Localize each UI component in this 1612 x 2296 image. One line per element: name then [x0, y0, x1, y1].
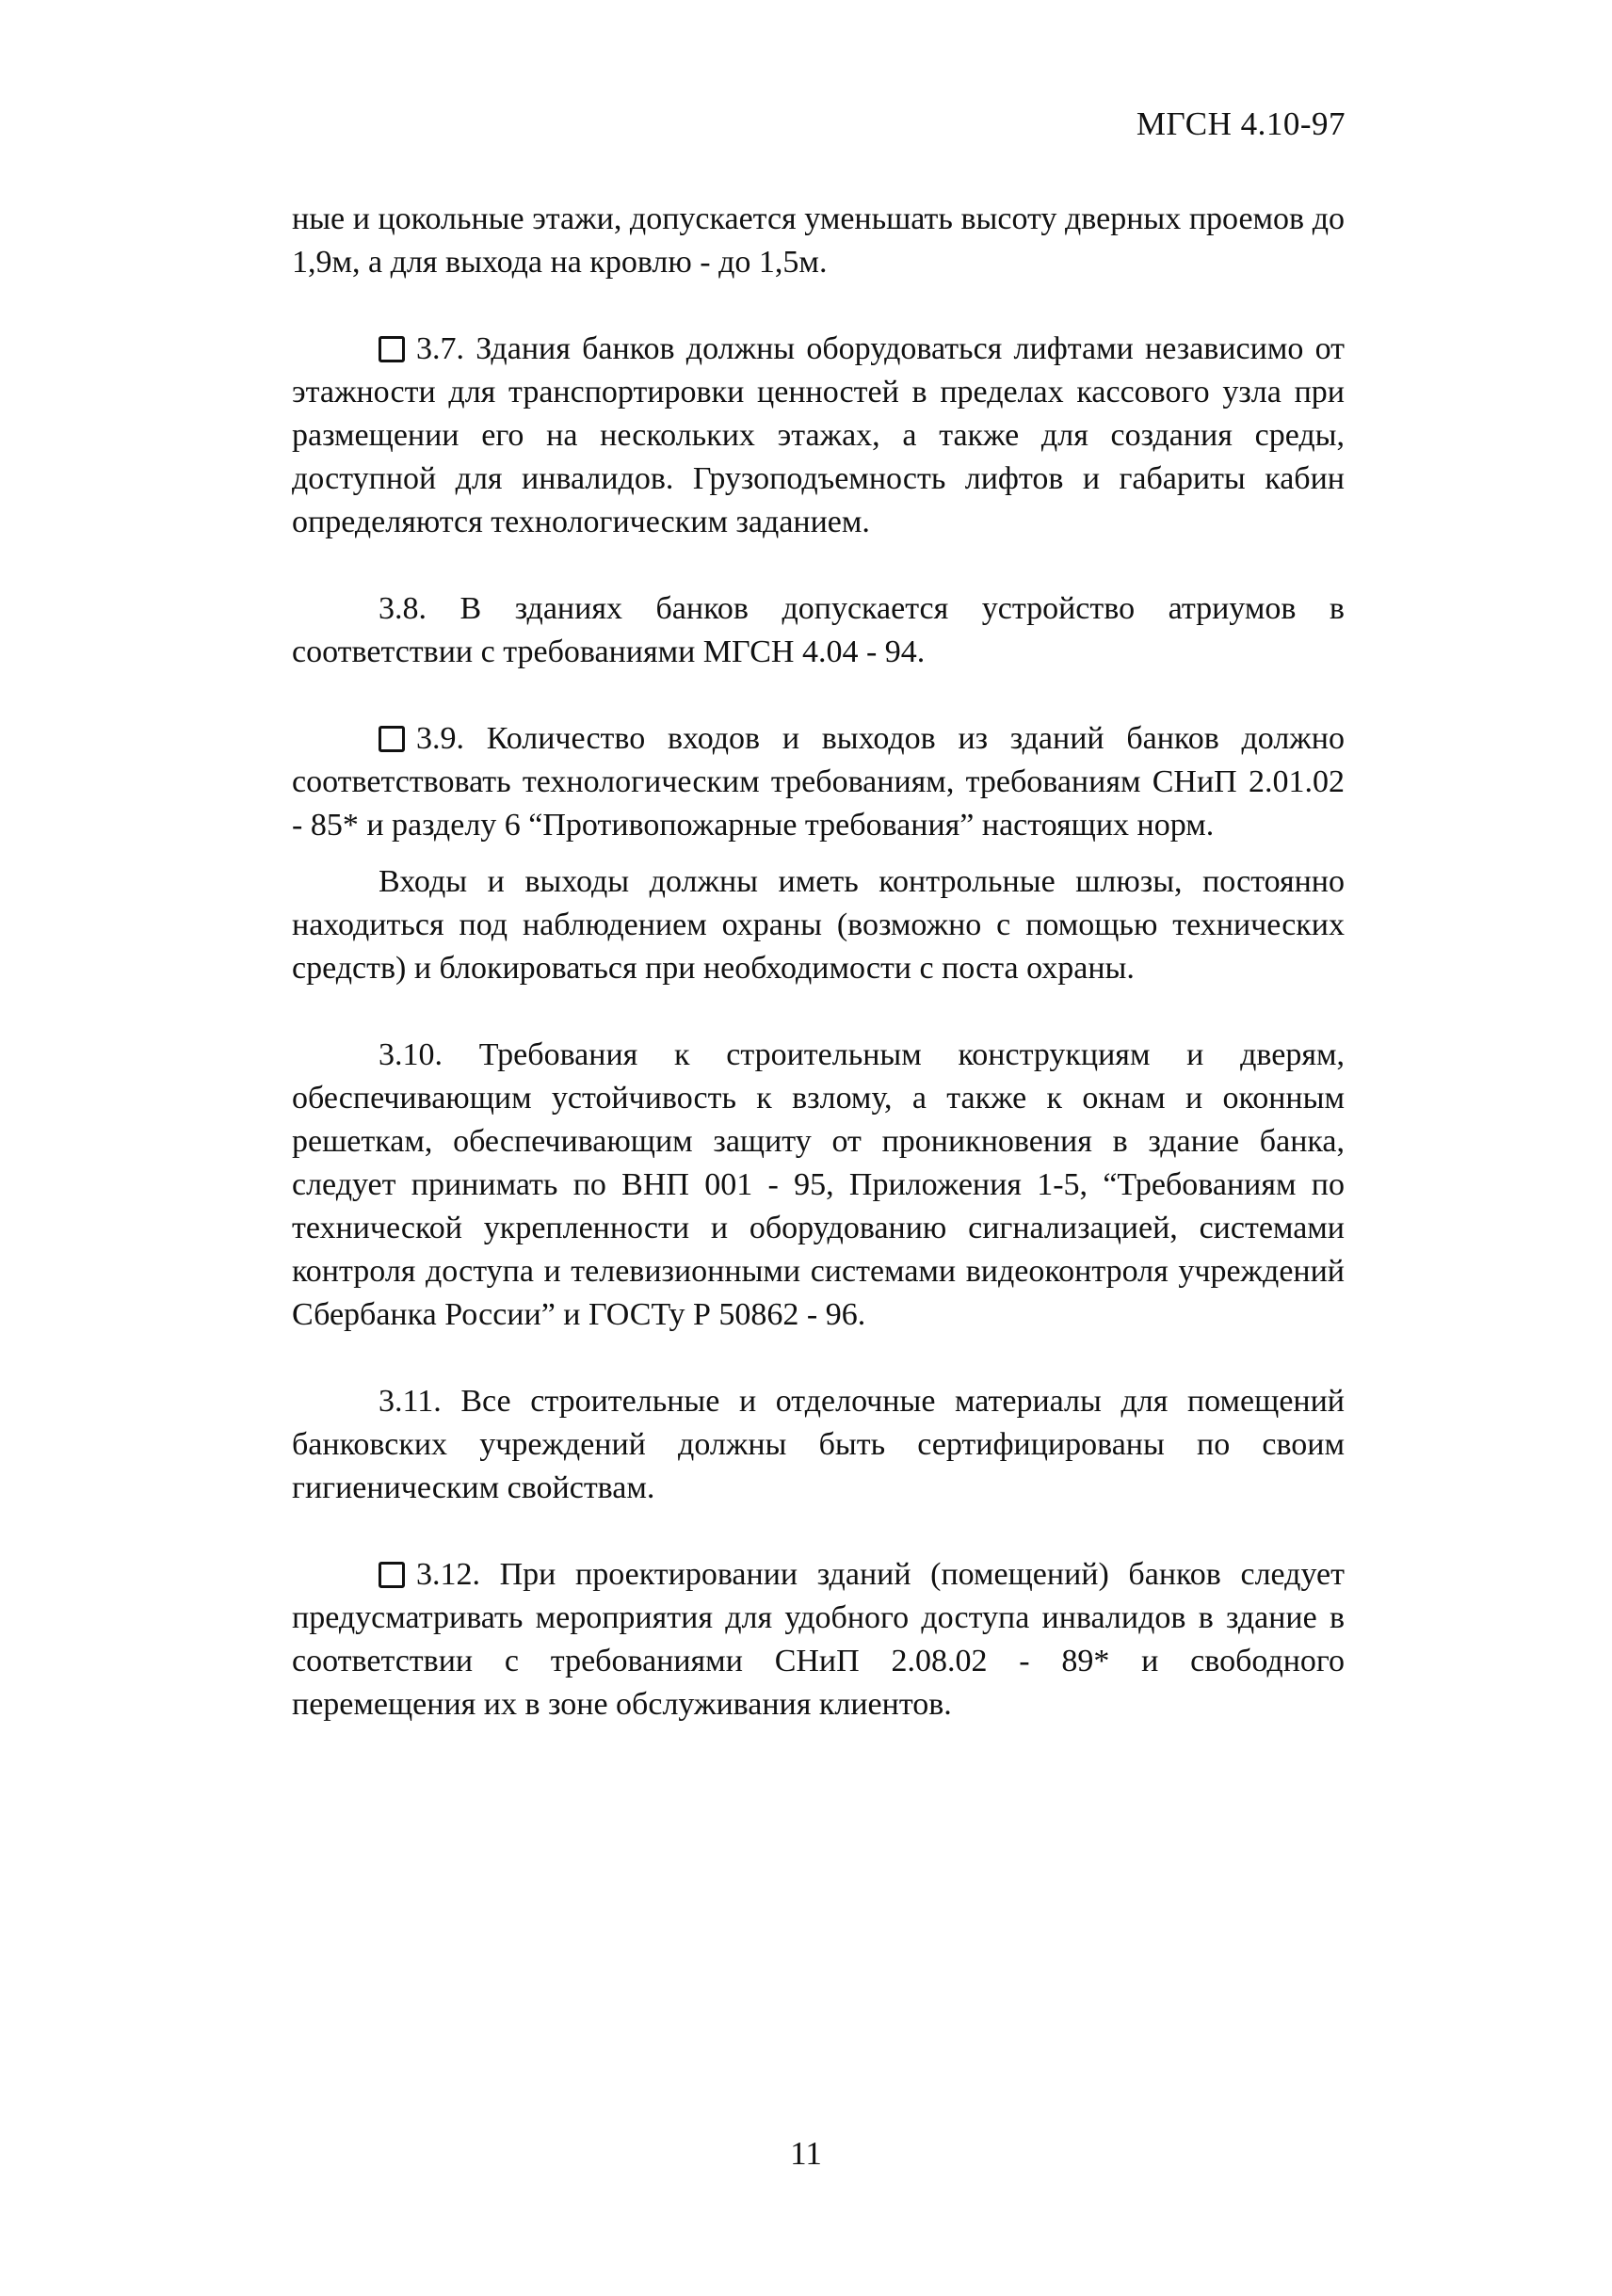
- paragraph-text: Входы и выходы должны иметь контрольные шлюзы, постоянно находиться под наблюдением охраны (возможно с помощью технических средств) и блокироваться при необходимости с поста охраны.: [292, 864, 1345, 986]
- paragraph-text: 3.12. При проектировании зданий (помещений) банков следует предусматривать мероприятия для удобного доступа инвалидов в здание в соответствии с требованиями СНиП 2.08.02 - 89* и свободного перемещения их в зоне обслуживания клиентов.: [292, 1557, 1345, 1722]
- paragraph-text: ные и цокольные этажи, допускается уменьшать высоту дверных проемов до 1,9м, а для выхода на кровлю - до 1,5м.: [292, 201, 1345, 280]
- paragraph-3-11: [292, 1380, 1345, 1510]
- paragraph-3-10: [292, 1034, 1345, 1337]
- document-body: [292, 198, 1345, 1726]
- checkbox-icon: [379, 1562, 405, 1588]
- paragraph-entrances: [292, 860, 1345, 990]
- paragraph-3-9: [292, 717, 1345, 847]
- paragraph-3-8: [292, 587, 1345, 674]
- checkbox-icon: [379, 726, 405, 752]
- checkbox-icon: [379, 336, 405, 362]
- paragraph-text: 3.7. Здания банков должны оборудоваться лифтами независимо от этажности для транспортировки ценностей в пределах кассового узла при размещении его на нескольких этажах, а также для создания среды, доступной для инвалидов. Грузоподъемность лифтов и габариты кабин определяются технологическим заданием.: [292, 331, 1345, 539]
- paragraph-3-7: [292, 328, 1345, 544]
- paragraph-text: 3.8. В зданиях банков допускается устройство атриумов в соответствии с требованиями МГСН 4.04 - 94.: [292, 591, 1345, 669]
- document-code: МГСН 4.10-97: [1136, 105, 1346, 142]
- paragraph-text: 3.11. Все строительные и отделочные материалы для помещений банковских учреждений должны быть сертифицированы по своим гигиеническим свойствам.: [292, 1384, 1345, 1505]
- paragraph-text: 3.9. Количество входов и выходов из зданий банков должно соответствовать технологическим требованиям, требованиям СНиП 2.01.02 - 85* и разделу 6 “Противопожарные требования” настоящих норм.: [292, 721, 1345, 843]
- paragraph-continuation: [292, 198, 1345, 284]
- paragraph-text: 3.10. Требования к строительным конструкциям и дверям, обеспечивающим устойчивость к взлому, а также к окнам и оконным решеткам, обеспечивающим защиту от проникновения в здание банка, следует принимать по ВНП 001 - 95, Приложения 1-5, “Требованиям по технической укрепленности и оборудованию сигнализацией, системами контроля доступа и телевизионными системами видеоконтроля учреждений Сбербанка России” и ГОСТу Р 50862 - 96.: [292, 1037, 1345, 1332]
- page-number: 11: [790, 2135, 822, 2172]
- paragraph-3-12: [292, 1553, 1345, 1726]
